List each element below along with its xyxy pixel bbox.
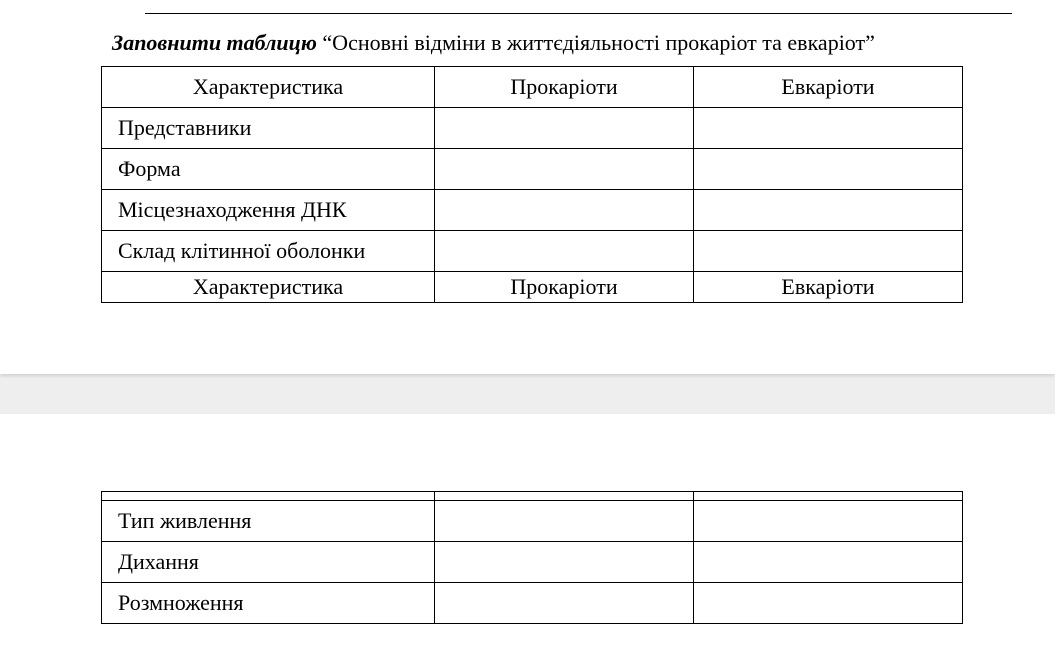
header-characteristic: Характеристика xyxy=(102,67,435,108)
cell-eukaryotes xyxy=(694,149,963,190)
repeat-header-prokaryotes: Прокаріоти xyxy=(435,272,694,303)
cell-eukaryotes xyxy=(694,190,963,231)
row-label: Дихання xyxy=(102,542,435,583)
table-row xyxy=(102,190,963,231)
cell-prokaryotes xyxy=(435,583,694,624)
cell-prokaryotes xyxy=(435,190,694,231)
task-title xyxy=(112,28,875,58)
table-row xyxy=(102,501,963,542)
cell-eukaryotes xyxy=(694,542,963,583)
cell-prokaryotes xyxy=(435,542,694,583)
cell-eukaryotes xyxy=(694,231,963,272)
row-label: Місцезнаходження ДНК xyxy=(102,190,435,231)
answer-line xyxy=(145,13,1012,14)
table-header-row xyxy=(102,67,963,108)
repeat-header-characteristic: Характеристика xyxy=(102,272,435,303)
cell-prokaryotes xyxy=(435,108,694,149)
row-label: Склад клітинної оболонки xyxy=(102,231,435,272)
cell-prokaryotes xyxy=(435,231,694,272)
cell-eukaryotes xyxy=(694,501,963,542)
table-row xyxy=(102,542,963,583)
table-stub-row xyxy=(102,492,963,501)
cell-prokaryotes xyxy=(435,501,694,542)
table-row xyxy=(102,583,963,624)
table-row xyxy=(102,108,963,149)
page-2 xyxy=(0,414,1055,659)
cell-eukaryotes xyxy=(694,583,963,624)
comparison-table xyxy=(101,66,963,303)
repeat-header-eukaryotes: Евкаріоти xyxy=(694,272,963,303)
header-eukaryotes: Евкаріоти xyxy=(694,67,963,108)
comparison-table-continued xyxy=(101,491,963,624)
cell-eukaryotes xyxy=(694,108,963,149)
row-label: Тип живлення xyxy=(102,501,435,542)
task-title-lead: Заповнити таблицю xyxy=(112,30,317,55)
task-title-text: “Основні відміни в життєдіяльності прокаріот та евкаріот” xyxy=(316,30,875,55)
header-prokaryotes: Прокаріоти xyxy=(435,67,694,108)
row-label: Представники xyxy=(102,108,435,149)
table-row xyxy=(102,149,963,190)
cell-prokaryotes xyxy=(435,149,694,190)
table-row xyxy=(102,231,963,272)
table-repeat-header-row xyxy=(102,272,963,303)
row-label: Розмноження xyxy=(102,583,435,624)
row-label: Форма xyxy=(102,149,435,190)
